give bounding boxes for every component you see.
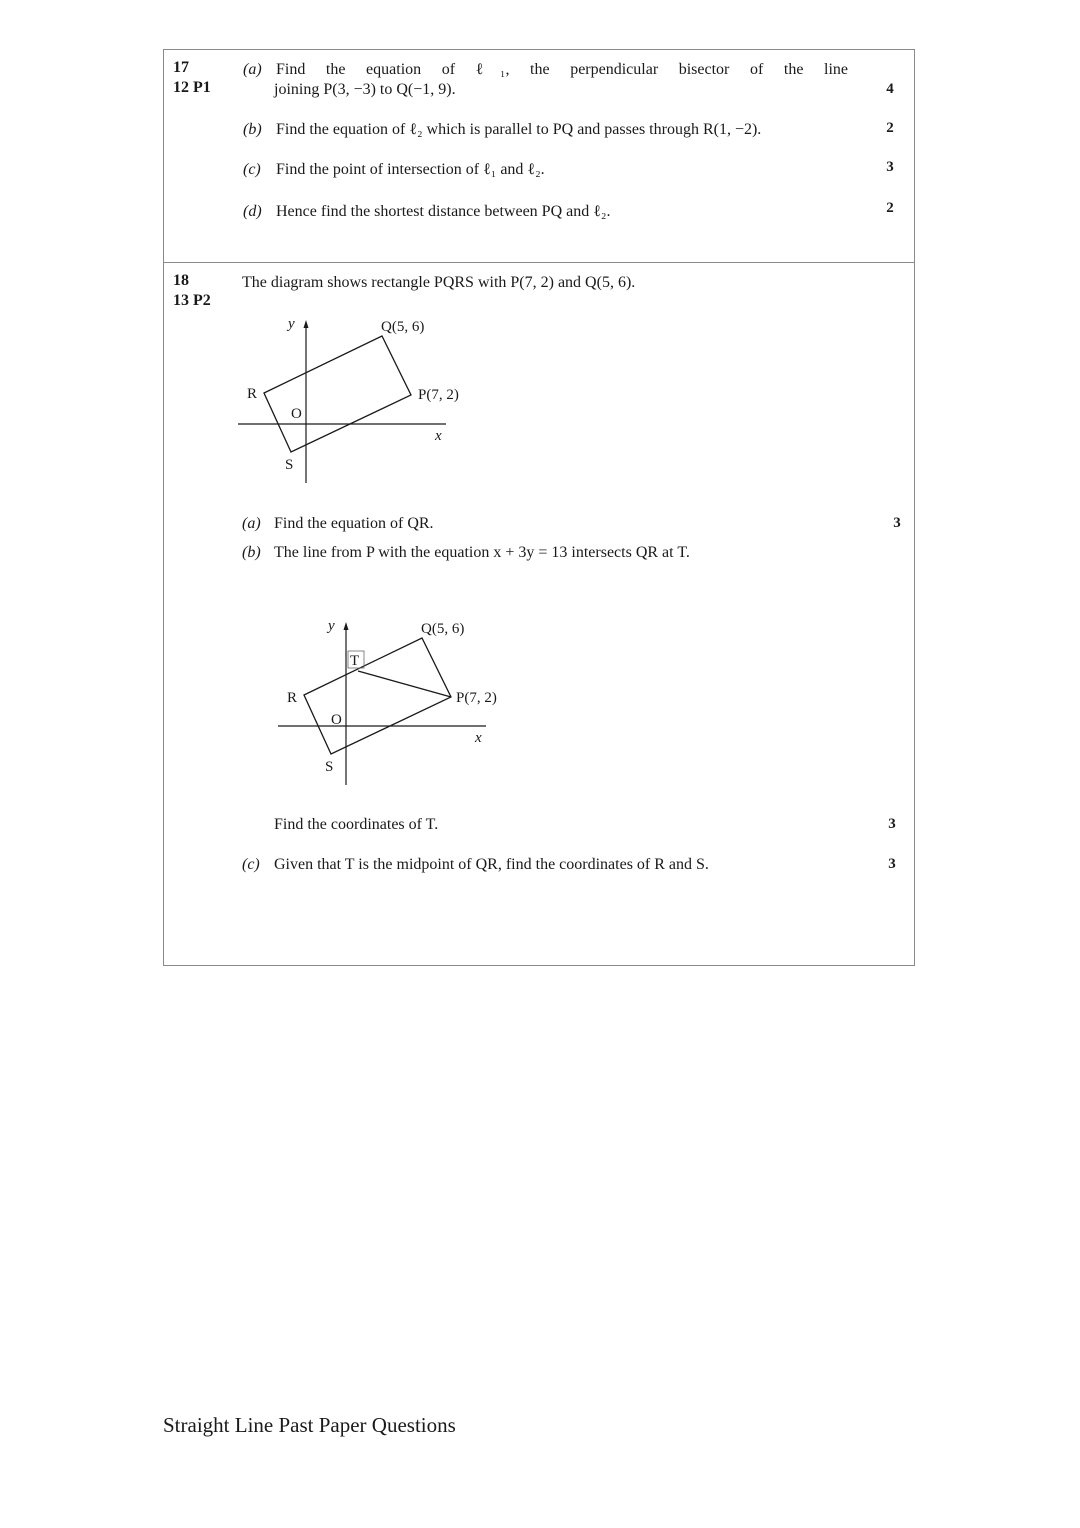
point-s-label: S <box>285 457 294 473</box>
point-q-label: Q(5, 6) <box>381 319 425 335</box>
question-source: 13 P2 <box>173 292 211 309</box>
point-p-label: P(7, 2) <box>418 387 459 403</box>
origin-label: O <box>291 406 302 422</box>
part-label: (b) <box>242 544 261 561</box>
origin-label: O <box>331 712 342 728</box>
point-q-label: Q(5, 6) <box>421 621 465 637</box>
point-r-label: R <box>287 690 298 706</box>
question-number: 18 <box>173 272 189 289</box>
y-axis-label: y <box>288 316 295 332</box>
part-b-text: The line from P with the equation x + 3y = 13 intersects QR at T. <box>274 544 690 561</box>
x-axis-label: x <box>435 428 442 444</box>
x-axis-label: x <box>475 730 482 746</box>
rectangle-diagram-1 <box>230 311 490 491</box>
point-t-label: T <box>350 653 360 669</box>
part-a-marks: 4 <box>886 81 894 97</box>
part-label: (d) <box>243 203 262 220</box>
point-r-label: R <box>247 386 258 402</box>
part-label: (a) <box>242 515 261 532</box>
part-d-text: Hence find the shortest distance between PQ and ℓ₂. <box>276 203 611 220</box>
part-a-marks: 3 <box>893 515 901 531</box>
part-a-text-line1: Find the equation of ℓ₁, the perpendicular bisector of the line <box>276 61 848 78</box>
question-intro: The diagram shows rectangle PQRS with P(7, 2) and Q(5, 6). <box>242 274 636 291</box>
question-17-box <box>163 49 915 263</box>
part-b-text: Find the equation of ℓ₂ which is parallel to PQ and passes through R(1, −2). <box>276 121 762 138</box>
part-a-text-line2: joining P(3, −3) to Q(−1, 9). <box>274 81 456 98</box>
part-b-marks: 2 <box>886 120 894 136</box>
page-footer: Straight Line Past Paper Questions <box>163 1413 456 1437</box>
part-c-marks: 3 <box>886 159 894 175</box>
part-c-text: Find the point of intersection of ℓ₁ and ℓ₂. <box>276 161 545 178</box>
point-p-label: P(7, 2) <box>456 690 497 706</box>
part-d-marks: 2 <box>886 200 894 216</box>
part-b-marks: 3 <box>888 816 896 832</box>
part-b-followup-text: Find the coordinates of T. <box>274 816 439 833</box>
point-s-label: S <box>325 759 334 775</box>
question-source: 12 P1 <box>173 79 211 96</box>
part-label: (c) <box>242 856 260 873</box>
question-18-box <box>163 262 915 966</box>
part-label: (c) <box>243 161 261 178</box>
part-a-text: Find the equation of QR. <box>274 515 434 532</box>
part-c-marks: 3 <box>888 856 896 872</box>
part-c-text: Given that T is the midpoint of QR, find the coordinates of R and S. <box>274 856 709 873</box>
part-label: (b) <box>243 121 262 138</box>
part-label: (a) <box>243 61 262 78</box>
y-axis-label: y <box>328 618 335 634</box>
question-number: 17 <box>173 59 189 76</box>
rectangle-diagram-2 <box>270 613 530 793</box>
